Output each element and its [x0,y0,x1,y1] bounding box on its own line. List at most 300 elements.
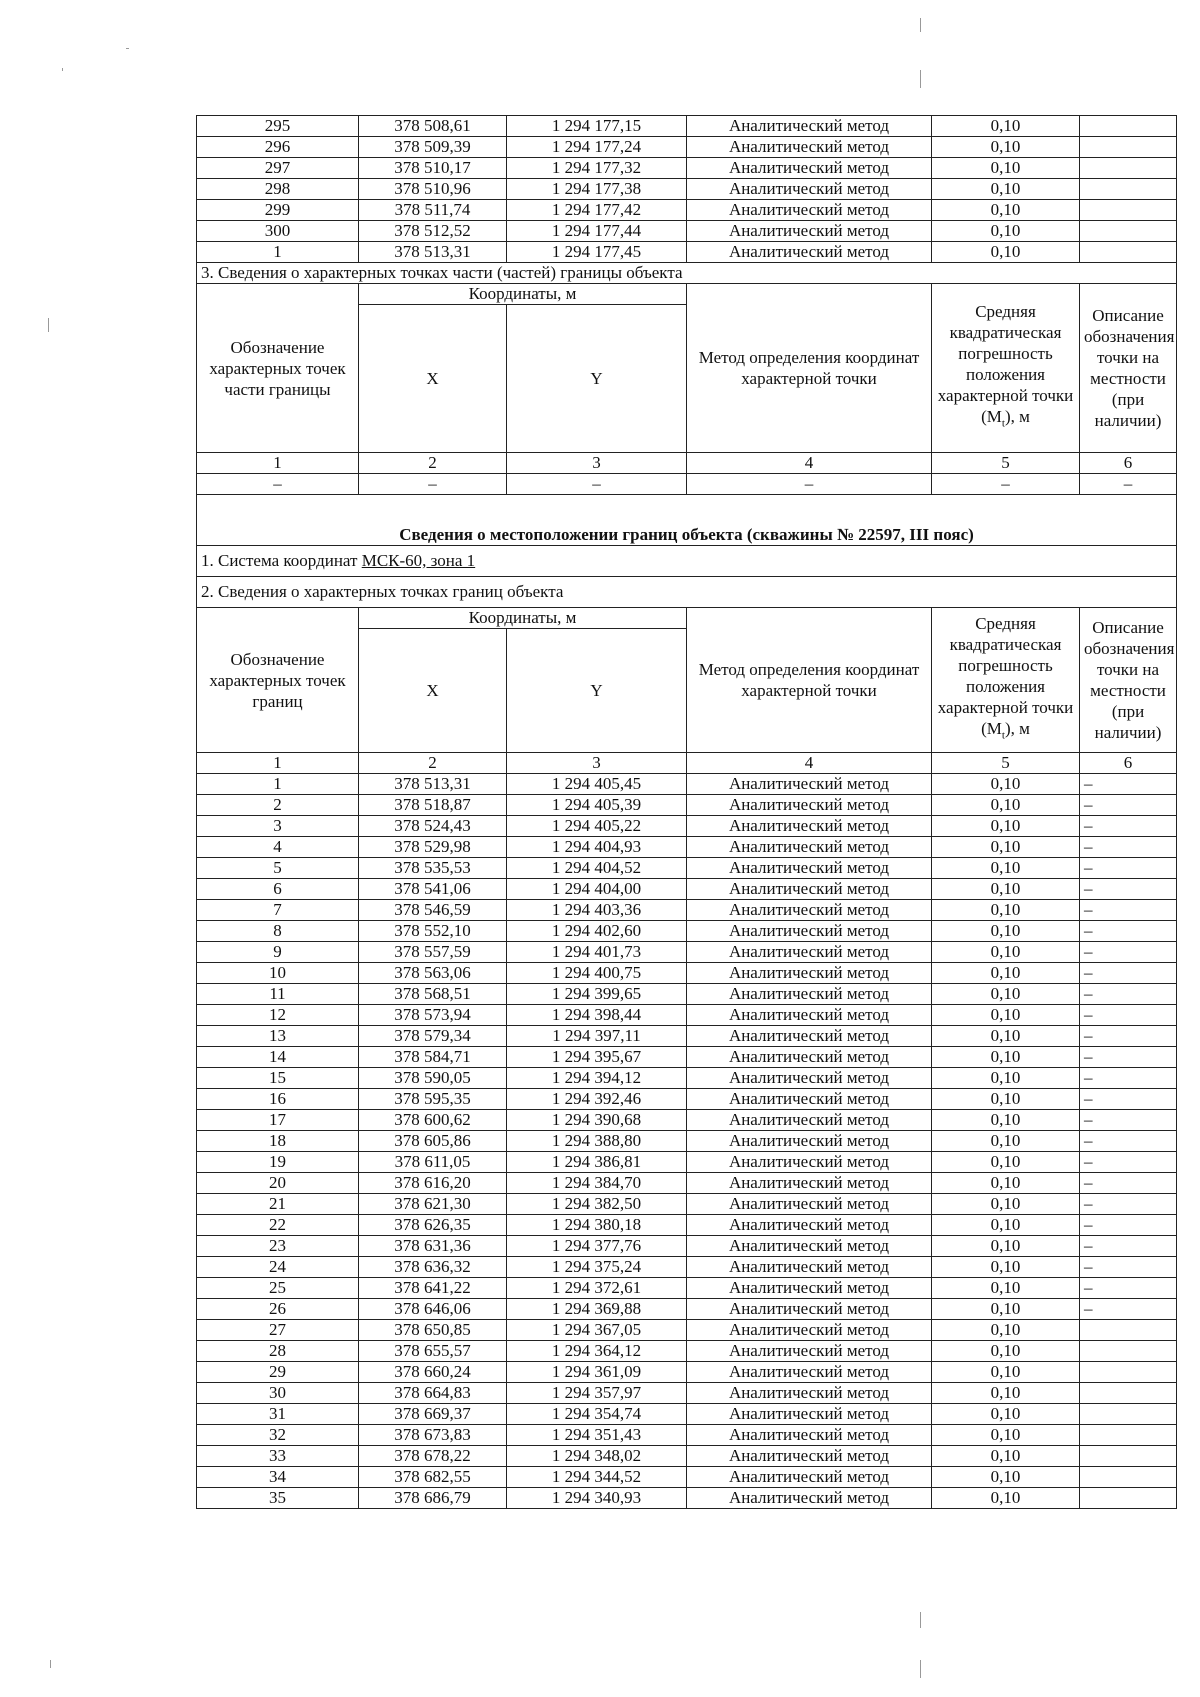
accuracy-cell: 0,10 [932,1236,1080,1257]
section-b-coords-header: Координаты, м [359,608,687,629]
description-cell: – [1080,921,1177,942]
y-coordinate-cell: 1 294 348,02 [507,1446,687,1467]
description-cell: – [1080,1089,1177,1110]
method-cell: Аналитический метод [687,1488,932,1509]
method-cell: Аналитический метод [687,1110,932,1131]
method-cell: Аналитический метод [687,816,932,837]
method-cell: Аналитический метод [687,795,932,816]
accuracy-cell: 0,10 [932,1047,1080,1068]
accuracy-cell: 0,10 [932,1362,1080,1383]
method-cell: Аналитический метод [687,1173,932,1194]
section3-y-header: Y [507,305,687,453]
description-cell [1080,1320,1177,1341]
description-cell: – [1080,963,1177,984]
x-coordinate-cell: 378 605,86 [359,1131,507,1152]
point-number-cell: 4 [197,837,359,858]
y-coordinate-cell: 1 294 397,11 [507,1026,687,1047]
section-b-col1-header: Обозначение характерных точек границ [197,608,359,753]
x-coordinate-cell: 378 512,52 [359,221,507,242]
section-b-column-numbers [197,753,1177,774]
accuracy-cell: 0,10 [932,1194,1080,1215]
y-coordinate-cell: 1 294 354,74 [507,1404,687,1425]
y-coordinate-cell: 1 294 375,24 [507,1257,687,1278]
description-cell: – [1080,1026,1177,1047]
accuracy-cell: 0,10 [932,1383,1080,1404]
accuracy-cell: 0,10 [932,879,1080,900]
accuracy-cell: 0,10 [932,1068,1080,1089]
column-number-cell: 5 [932,753,1080,774]
point-number-cell: 1 [197,242,359,263]
point-number-cell: 13 [197,1026,359,1047]
x-coordinate-cell: 378 636,32 [359,1257,507,1278]
table-row [197,1488,1177,1509]
column-number-cell: 3 [507,453,687,474]
table-row [197,1467,1177,1488]
point-number-cell: 22 [197,1215,359,1236]
y-coordinate-cell: 1 294 390,68 [507,1110,687,1131]
y-coordinate-cell: 1 294 405,39 [507,795,687,816]
y-coordinate-cell: 1 294 405,22 [507,816,687,837]
y-coordinate-cell: 1 294 394,12 [507,1068,687,1089]
accuracy-cell: 0,10 [932,774,1080,795]
x-coordinate-cell: 378 568,51 [359,984,507,1005]
method-cell: Аналитический метод [687,1215,932,1236]
accuracy-cell: 0,10 [932,1341,1080,1362]
method-cell: Аналитический метод [687,1026,932,1047]
table-row [197,158,1177,179]
description-cell [1080,1467,1177,1488]
x-coordinate-cell: 378 518,87 [359,795,507,816]
x-coordinate-cell: 378 508,61 [359,116,507,137]
table-row [197,1110,1177,1131]
y-coordinate-cell: 1 294 388,80 [507,1131,687,1152]
section3-method-header: Метод определения координат характерной точки [687,284,932,453]
x-coordinate-cell: 378 573,94 [359,1005,507,1026]
point-number-cell: 26 [197,1299,359,1320]
x-coordinate-cell: 378 655,57 [359,1341,507,1362]
y-coordinate-cell: 1 294 357,97 [507,1383,687,1404]
description-cell [1080,137,1177,158]
description-cell: – [1080,1131,1177,1152]
accuracy-cell: 0,10 [932,179,1080,200]
y-coordinate-cell: 1 294 399,65 [507,984,687,1005]
point-number-cell: 297 [197,158,359,179]
accuracy-cell: 0,10 [932,1278,1080,1299]
table-row [197,1257,1177,1278]
accuracy-cell: 0,10 [932,1215,1080,1236]
accuracy-cell: 0,10 [932,1173,1080,1194]
table-row [197,1131,1177,1152]
table-row [197,1005,1177,1026]
point-number-cell: 34 [197,1467,359,1488]
method-cell: Аналитический метод [687,900,932,921]
y-coordinate-cell: 1 294 395,67 [507,1047,687,1068]
method-cell: Аналитический метод [687,858,932,879]
method-cell: Аналитический метод [687,984,932,1005]
table-row [197,1047,1177,1068]
point-number-cell: 24 [197,1257,359,1278]
accuracy-cell: 0,10 [932,1131,1080,1152]
point-number-cell: 16 [197,1089,359,1110]
point-number-cell: 12 [197,1005,359,1026]
y-coordinate-cell: 1 294 392,46 [507,1089,687,1110]
y-coordinate-cell: 1 294 364,12 [507,1341,687,1362]
x-coordinate-cell: 378 546,59 [359,900,507,921]
column-number-cell: 1 [197,453,359,474]
x-coordinate-cell: 378 686,79 [359,1488,507,1509]
method-cell: Аналитический метод [687,1446,932,1467]
y-coordinate-cell: 1 294 177,15 [507,116,687,137]
table-row [197,1026,1177,1047]
section-b-body [197,525,1177,774]
accuracy-cell: 0,10 [932,1446,1080,1467]
document-table-container [196,115,1176,1509]
section3-col1-header: Обозначение характерных точек части границы [197,284,359,453]
points-section-title: 2. Сведения о характерных точках границ объекта [197,577,1177,608]
description-cell [1080,179,1177,200]
y-coordinate-cell: 1 294 384,70 [507,1173,687,1194]
description-cell [1080,1362,1177,1383]
description-cell: – [1080,1047,1177,1068]
point-number-cell: 28 [197,1341,359,1362]
table-row [197,179,1177,200]
table-row [197,1236,1177,1257]
accuracy-cell: 0,10 [932,1152,1080,1173]
y-coordinate-cell: 1 294 177,32 [507,158,687,179]
point-number-cell: 17 [197,1110,359,1131]
point-number-cell: 35 [197,1488,359,1509]
description-cell: – [1080,1110,1177,1131]
point-number-cell: 8 [197,921,359,942]
description-cell: – [1080,1257,1177,1278]
y-coordinate-cell: 1 294 372,61 [507,1278,687,1299]
x-coordinate-cell: 378 535,53 [359,858,507,879]
point-number-cell: 2 [197,795,359,816]
y-coordinate-cell: 1 294 402,60 [507,921,687,942]
point-number-cell: 14 [197,1047,359,1068]
accuracy-cell: 0,10 [932,1026,1080,1047]
x-coordinate-cell: 378 664,83 [359,1383,507,1404]
y-coordinate-cell: 1 294 361,09 [507,1362,687,1383]
section3-title: 3. Сведения о характерных точках части (частей) границы объекта [197,263,1177,284]
method-cell: Аналитический метод [687,1131,932,1152]
accuracy-cell: 0,10 [932,1488,1080,1509]
method-cell: Аналитический метод [687,774,932,795]
y-coordinate-cell: 1 294 380,18 [507,1215,687,1236]
section3-x-header: X [359,305,507,453]
x-coordinate-cell: 378 631,36 [359,1236,507,1257]
coordinate-system-value: МСК-60, зона 1 [361,551,476,570]
point-number-cell: 30 [197,1383,359,1404]
accuracy-cell: 0,10 [932,963,1080,984]
accuracy-cell: 0,10 [932,942,1080,963]
table-row [197,1341,1177,1362]
table-row [197,1362,1177,1383]
section-b-mse-header [932,608,1080,753]
accuracy-cell: 0,10 [932,116,1080,137]
x-coordinate-cell: 378 513,31 [359,242,507,263]
point-number-cell: 33 [197,1446,359,1467]
column-number-cell: 4 [687,753,932,774]
description-cell [1080,242,1177,263]
method-cell: Аналитический метод [687,1236,932,1257]
x-coordinate-cell: 378 529,98 [359,837,507,858]
table-row [197,200,1177,221]
point-number-cell: 11 [197,984,359,1005]
y-coordinate-cell: 1 294 177,24 [507,137,687,158]
x-coordinate-cell: 378 678,22 [359,1446,507,1467]
column-number-cell: 4 [687,453,932,474]
x-coordinate-cell: 378 650,85 [359,1320,507,1341]
x-coordinate-cell: 378 509,39 [359,137,507,158]
point-number-cell: 298 [197,179,359,200]
table-row [197,1320,1177,1341]
accuracy-cell: 0,10 [932,1425,1080,1446]
accuracy-cell: 0,10 [932,221,1080,242]
accuracy-cell: 0,10 [932,795,1080,816]
y-coordinate-cell: 1 294 405,45 [507,774,687,795]
description-cell [1080,116,1177,137]
method-cell: Аналитический метод [687,921,932,942]
y-coordinate-cell: 1 294 404,00 [507,879,687,900]
description-cell: – [1080,816,1177,837]
section-b-x-header: X [359,629,507,753]
x-coordinate-cell: 378 646,06 [359,1299,507,1320]
description-cell: – [1080,795,1177,816]
accuracy-cell: 0,10 [932,984,1080,1005]
table-row [197,1173,1177,1194]
x-coordinate-cell: 378 626,35 [359,1215,507,1236]
x-coordinate-cell: 378 513,31 [359,774,507,795]
method-cell: Аналитический метод [687,200,932,221]
y-coordinate-cell: 1 294 177,44 [507,221,687,242]
table-row [197,242,1177,263]
section-spacer [197,495,1177,526]
y-coordinate-cell: 1 294 340,93 [507,1488,687,1509]
column-number-cell: 6 [1080,453,1177,474]
table-row [197,137,1177,158]
method-cell: Аналитический метод [687,137,932,158]
y-coordinate-cell: 1 294 177,45 [507,242,687,263]
table-row [197,1425,1177,1446]
point-number-cell: 31 [197,1404,359,1425]
x-coordinate-cell: 378 616,20 [359,1173,507,1194]
point-number-cell: 1 [197,774,359,795]
table-row [197,963,1177,984]
column-number-cell: 6 [1080,753,1177,774]
section-b-desc-header: Описание обозначения точки на местности (при наличии) [1080,608,1177,753]
x-coordinate-cell: 378 524,43 [359,816,507,837]
point-number-cell: 7 [197,900,359,921]
description-cell [1080,1383,1177,1404]
section3-body [197,263,1177,526]
y-coordinate-cell: 1 294 177,42 [507,200,687,221]
x-coordinate-cell: 378 641,22 [359,1278,507,1299]
table-row [197,1215,1177,1236]
table-row [197,984,1177,1005]
section3-desc-header: Описание обозначения точки на местности (при наличии) [1080,284,1177,453]
point-number-cell: 296 [197,137,359,158]
accuracy-cell: 0,10 [932,1299,1080,1320]
y-coordinate-cell: 1 294 404,93 [507,837,687,858]
x-coordinate-cell: 378 510,17 [359,158,507,179]
method-cell: Аналитический метод [687,1089,932,1110]
column-number-cell: 1 [197,753,359,774]
accuracy-cell: 0,10 [932,1005,1080,1026]
accuracy-cell: 0,10 [932,1467,1080,1488]
empty-cell: – [359,474,507,495]
x-coordinate-cell: 378 595,35 [359,1089,507,1110]
method-cell: Аналитический метод [687,1152,932,1173]
accuracy-cell: 0,10 [932,858,1080,879]
description-cell: – [1080,900,1177,921]
x-coordinate-cell: 378 563,06 [359,963,507,984]
point-number-cell: 15 [197,1068,359,1089]
x-coordinate-cell: 378 541,06 [359,879,507,900]
point-number-cell: 18 [197,1131,359,1152]
table-row [197,1383,1177,1404]
method-cell: Аналитический метод [687,158,932,179]
method-cell: Аналитический метод [687,1320,932,1341]
accuracy-cell: 0,10 [932,200,1080,221]
accuracy-cell: 0,10 [932,900,1080,921]
method-cell: Аналитический метод [687,1278,932,1299]
method-cell: Аналитический метод [687,1005,932,1026]
accuracy-cell: 0,10 [932,837,1080,858]
x-coordinate-cell: 378 590,05 [359,1068,507,1089]
accuracy-cell: 0,10 [932,1404,1080,1425]
x-coordinate-cell: 378 552,10 [359,921,507,942]
point-number-cell: 6 [197,879,359,900]
table-row [197,1404,1177,1425]
accuracy-cell: 0,10 [932,1089,1080,1110]
description-cell [1080,1425,1177,1446]
description-cell [1080,221,1177,242]
empty-cell: – [687,474,932,495]
point-number-cell: 295 [197,116,359,137]
y-coordinate-cell: 1 294 367,05 [507,1320,687,1341]
method-cell: Аналитический метод [687,1362,932,1383]
section3-mse-header [932,284,1080,453]
coordinate-system-row [197,546,1177,577]
accuracy-cell: 0,10 [932,242,1080,263]
method-cell: Аналитический метод [687,942,932,963]
table-row [197,1068,1177,1089]
section-b-mse-main: Средняя квадратическая погрешность положения характерной точки (M [937,614,1074,739]
table-row [197,942,1177,963]
y-coordinate-cell: 1 294 403,36 [507,900,687,921]
point-number-cell: 5 [197,858,359,879]
accuracy-cell: 0,10 [932,816,1080,837]
x-coordinate-cell: 378 600,62 [359,1110,507,1131]
section3-coords-header: Координаты, м [359,284,687,305]
description-cell [1080,1488,1177,1509]
description-cell: – [1080,1236,1177,1257]
y-coordinate-cell: 1 294 400,75 [507,963,687,984]
x-coordinate-cell: 378 510,96 [359,179,507,200]
description-cell: – [1080,1194,1177,1215]
empty-cell: – [932,474,1080,495]
empty-cell: – [197,474,359,495]
table-row [197,1089,1177,1110]
point-number-cell: 29 [197,1362,359,1383]
table-row [197,774,1177,795]
description-cell [1080,1404,1177,1425]
section3-mse-main: Средняя квадратическая погрешность положения характерной точки (M [937,302,1074,427]
section-b-method-header: Метод определения координат характерной точки [687,608,932,753]
point-number-cell: 25 [197,1278,359,1299]
y-coordinate-cell: 1 294 398,44 [507,1005,687,1026]
section-b-mse-sub: t [1001,729,1005,742]
point-number-cell: 300 [197,221,359,242]
description-cell: – [1080,837,1177,858]
x-coordinate-cell: 378 621,30 [359,1194,507,1215]
method-cell: Аналитический метод [687,837,932,858]
method-cell: Аналитический метод [687,1047,932,1068]
point-number-cell: 10 [197,963,359,984]
method-cell: Аналитический метод [687,1383,932,1404]
point-number-cell: 27 [197,1320,359,1341]
y-coordinate-cell: 1 294 404,52 [507,858,687,879]
accuracy-cell: 0,10 [932,1110,1080,1131]
table-row [197,921,1177,942]
column-number-cell: 3 [507,753,687,774]
section3-mse-tail: ), м [1004,407,1030,427]
section-b-title: Сведения о местоположении границ объекта (скважины № 22597, III пояс) [197,525,1177,546]
y-coordinate-cell: 1 294 386,81 [507,1152,687,1173]
y-coordinate-cell: 1 294 401,73 [507,942,687,963]
coordinates-table [196,115,1177,1509]
point-number-cell: 21 [197,1194,359,1215]
method-cell: Аналитический метод [687,1068,932,1089]
description-cell [1080,158,1177,179]
description-cell: – [1080,984,1177,1005]
y-coordinate-cell: 1 294 377,76 [507,1236,687,1257]
x-coordinate-cell: 378 579,34 [359,1026,507,1047]
method-cell: Аналитический метод [687,221,932,242]
x-coordinate-cell: 378 611,05 [359,1152,507,1173]
section3-empty-row [197,474,1177,495]
method-cell: Аналитический метод [687,879,932,900]
description-cell: – [1080,942,1177,963]
point-number-cell: 20 [197,1173,359,1194]
description-cell: – [1080,1068,1177,1089]
point-number-cell: 32 [197,1425,359,1446]
y-coordinate-cell: 1 294 369,88 [507,1299,687,1320]
y-coordinate-cell: 1 294 382,50 [507,1194,687,1215]
method-cell: Аналитический метод [687,1404,932,1425]
section3-mse-sub: t [1001,417,1005,430]
accuracy-cell: 0,10 [932,1257,1080,1278]
x-coordinate-cell: 378 660,24 [359,1362,507,1383]
method-cell: Аналитический метод [687,1341,932,1362]
table-row [197,1152,1177,1173]
method-cell: Аналитический метод [687,242,932,263]
point-number-cell: 19 [197,1152,359,1173]
table-row [197,1278,1177,1299]
section-b-y-header: Y [507,629,687,753]
empty-cell: – [1080,474,1177,495]
description-cell: – [1080,1299,1177,1320]
column-number-cell: 2 [359,753,507,774]
description-cell [1080,200,1177,221]
section3-column-numbers [197,453,1177,474]
x-coordinate-cell: 378 682,55 [359,1467,507,1488]
point-number-cell: 299 [197,200,359,221]
table-row [197,1446,1177,1467]
description-cell: – [1080,774,1177,795]
table-row [197,795,1177,816]
